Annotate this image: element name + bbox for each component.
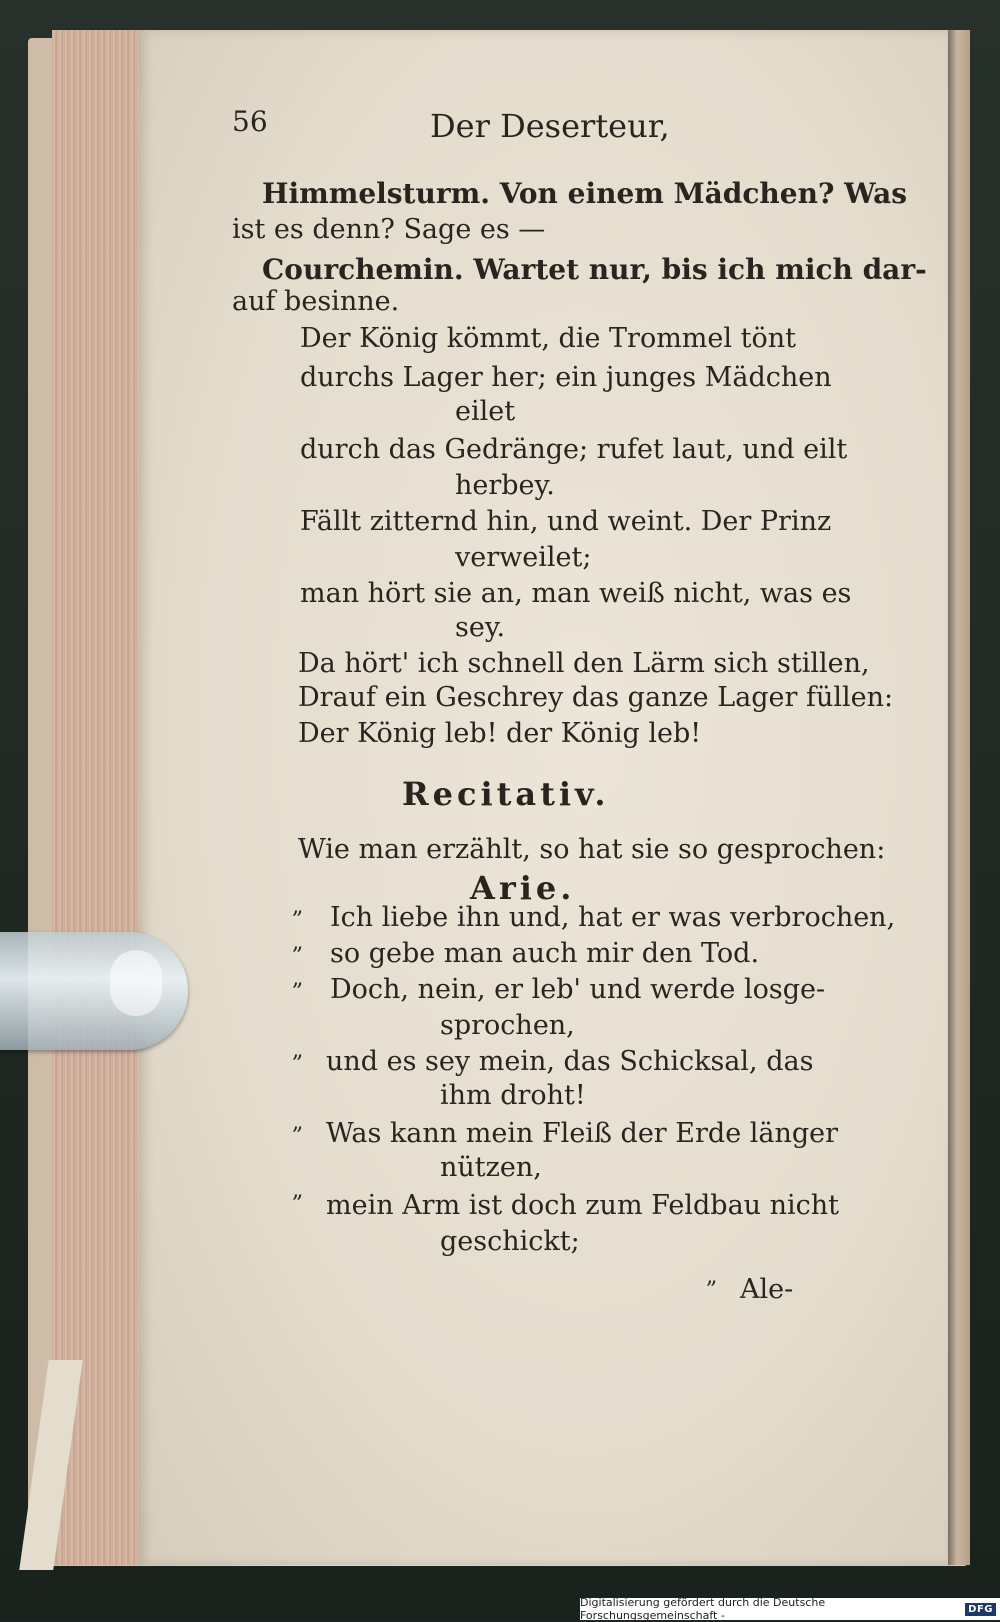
- text-line-15: Drauf ein Geschrey das ganze Lager füllen:: [298, 682, 894, 713]
- catchword-mark: „: [706, 1264, 718, 1289]
- text-line-6: durchs Lager her; ein junges Mädchen: [300, 362, 832, 393]
- text-line-9: herbey.: [455, 470, 555, 501]
- facing-page-edge: [948, 30, 970, 1565]
- dfg-logo-icon: DFG: [965, 1603, 996, 1616]
- page-edges: [52, 30, 144, 1565]
- quote-mark: „: [292, 1178, 304, 1203]
- text-line-18: Wie man erzählt, so hat sie so gesprochen:: [298, 834, 886, 865]
- text-line-28: mein Arm ist doch zum Feldbau nicht: [326, 1190, 840, 1221]
- text-line-27: nützen,: [440, 1152, 542, 1183]
- text-line-24: und es sey mein, das Schicksal, das: [326, 1046, 814, 1077]
- text-line-12: man hört sie an, man weiß nicht, was es: [300, 578, 852, 609]
- text-line-20: Ich liebe ihn und, hat er was verbrochen,: [330, 902, 896, 933]
- text-line-29: geschickt;: [440, 1226, 580, 1257]
- footer-text: Digitalisierung gefördert durch die Deutsche Forschungsgemeinschaft -: [580, 1596, 826, 1622]
- text-line-25: ihm droht!: [440, 1080, 586, 1111]
- text-line-26: Was kann mein Fleiß der Erde länger: [326, 1118, 839, 1149]
- section-heading-recitativ: Recitativ.: [402, 775, 610, 813]
- text-line-10: Fällt zitternd hin, und weint. Der Prinz: [300, 506, 832, 537]
- text-line-22: Doch, nein, er leb' und werde losge-: [330, 974, 826, 1005]
- text-line-4: auf besinne.: [232, 286, 400, 317]
- glass-highlight: [110, 950, 162, 1016]
- text-line-16: Der König leb! der König leb!: [298, 718, 702, 749]
- text-line-14: Da hört' ich schnell den Lärm sich stillen,: [298, 648, 870, 679]
- text-line-1: Himmelsturm. Von einem Mädchen? Was: [262, 177, 908, 210]
- text-line-21: so gebe man auch mir den Tod.: [330, 938, 760, 969]
- quote-mark: „: [292, 1110, 304, 1135]
- text-line-8: durch das Gedränge; rufet laut, und eilt: [300, 434, 848, 465]
- quote-mark: „: [292, 966, 304, 991]
- section-heading-arie: Arie.: [470, 869, 576, 907]
- footer-credit: [580, 1598, 1000, 1620]
- quote-mark: „: [292, 894, 304, 919]
- catchword: Ale-: [740, 1274, 794, 1305]
- text-line-23: sprochen,: [440, 1010, 575, 1041]
- text-line-3: Courchemin. Wartet nur, bis ich mich dar-: [262, 253, 927, 286]
- text-line-11: verweilet;: [455, 542, 592, 573]
- page-number: 56: [232, 105, 268, 138]
- text-line-13: sey.: [455, 612, 506, 643]
- quote-mark: „: [292, 930, 304, 955]
- glass-page-weight: [0, 932, 188, 1050]
- text-line-2: ist es denn? Sage es —: [232, 214, 546, 245]
- text-line-7: eilet: [455, 396, 516, 427]
- running-head: Der Deserteur,: [430, 107, 670, 145]
- text-line-5: Der König kömmt, die Trommel tönt: [300, 323, 796, 354]
- quote-mark: „: [292, 1038, 304, 1063]
